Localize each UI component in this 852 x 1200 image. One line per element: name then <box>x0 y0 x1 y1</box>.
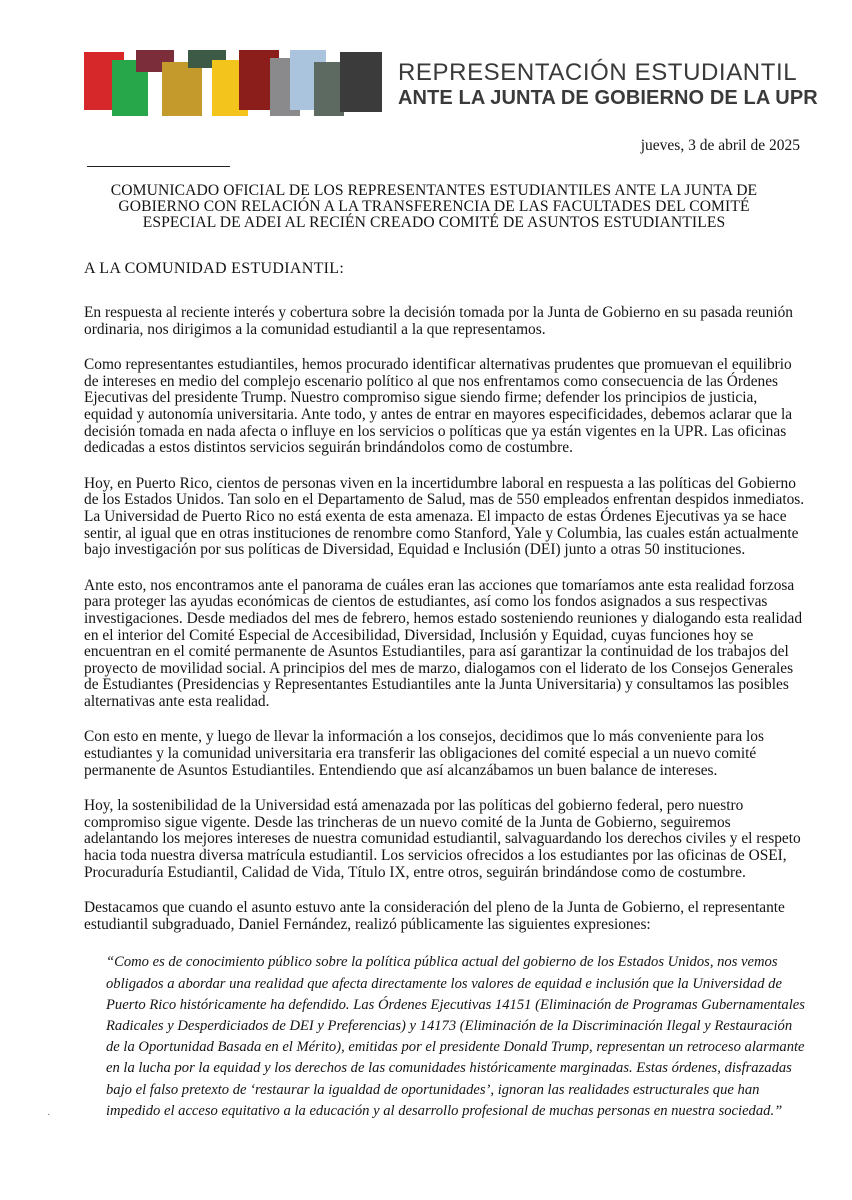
body-paragraph: Hoy, la sostenibilidad de la Universidad está amenazada por las políticas del gobierno federal, pero nuestro compromiso sigue vigente. Desde las trincheras de un nuevo comité de la Junta de Gobierno, seguiremos adelantando los mejores intereses de nuestra comunidad estudiantil, salvaguardando los derechos civiles y el respeto hacia toda nuestra diversa matrícula estudiantil. Los servicios ofrecidos a los estudiantes por las oficinas de OSEI, Procuraduría Estudiantil, Calidad de Vida, Título IX, entre otros, seguirán brindándose como de costumbre. <box>84 797 801 881</box>
margin-dot: · <box>47 1110 51 1121</box>
header-rule <box>87 166 230 167</box>
body-paragraph: Como representantes estudiantiles, hemos procurado identificar alternativas prudentes que promuevan el equilibrio de intereses en medio del complejo escenario político al que nos enfrentamos como consecuencia de las Órdenes Ejecutivas del presidente Trump. Nuestro compromiso sigue siendo firme; defender los principios de justicia, equidad y autonomía universitaria. Ante todo, y antes de entrar en mayores especificidades, debemos aclarar que la decisión tomada en nada afecta o influye en los servicios o políticas que ya están vigentes en la UPR. Las oficinas dedicadas a estos distintos servicios seguirán brindándolos como de costumbre. <box>84 356 793 457</box>
org-name-line2: ANTE LA JUNTA DE GOBIERNO DE LA UPR <box>398 87 818 109</box>
block-quote: “Como es de conocimiento público sobre la política pública actual del gobierno de los Estados Unidos, nos vemos obligados a abordar una realidad que afecta directamente los valores de equidad e inclusión que la Universidad de Puerto Rico históricamente ha defendido. Las Órdenes Ejecutivas 14151 (Eliminación de Programas Gubernamentales Radicales y Desperdiciados de DEI y Preferencias) y 14173 (Eliminación de la Discriminación Ilegal y Restauración de la Oportunidad Basada en el Mérito), emitidas por el presidente Donald Trump, representan un retroceso alarmante en la lucha por la equidad y los derechos de las comunidades históricamente marginadas. Estas órdenes, disfrazadas bajo el falso pretexto de ‘restaurar la igualdad de oportunidades’, ignoran las realidades estructurales que han impedido el acceso equitativo a la educación y al desarrollo profesional de muchas personas en nuestra sociedad.” <box>106 954 805 1119</box>
logo-bar <box>340 52 382 112</box>
body-paragraph: Hoy, en Puerto Rico, cientos de personas viven en la incertidumbre laboral en respuesta a las políticas del Gobierno de los Estados Unidos. Tan solo en el Departamento de Salud, mas de 550 empleados enfrentan despidos inmediatos. La Universidad de Puerto Rico no está exenta de esta amenaza. El impacto de estas Órdenes Ejecutivas ya se hace sentir, al igual que en otras instituciones de renombre como Stanford, Yale y Columbia, las cuales están actualmente bajo investigación por sus políticas de Diversidad, Equidad e Inclusión (DEI) junto a otras 50 instituciones. <box>84 474 805 559</box>
document-body <box>84 305 806 1122</box>
body-paragraph: En respuesta al reciente interés y cobertura sobre la decisión tomada por la Junta de Gobierno en su pasada reunión ordinaria, nos dirigimos a la comunidad estudiantil a la que representamos. <box>84 304 793 338</box>
logo-bar <box>162 62 202 116</box>
body-paragraph: Ante esto, nos encontramos ante el panorama de cuáles eran las acciones que tomaríamos ante esta realidad forzosa para proteger las ayudas económicas de cientos de estudiantes, así como los fondos asignados a sus respectivas investigaciones. Desde mediados del mes de febrero, hemos estado sosteniendo reuniones y dialogando esta realidad en el interior del Comité Especial de Accesibilidad, Diversidad, Inclusión y Equidad, cuyas funciones hoy se encuentran en el comité permanente de Asuntos Estudiantiles, para así garantizar la continuidad de los trabajos del proyecto de movilidad social. A principios del mes de marzo, dialogamos con el liderato de los Consejos Generales de Estudiantes (Presidencias y Representantes Estudiantiles ante la Junta Universitaria) y consultamos las posibles alternativas ante esta realidad. <box>84 576 803 710</box>
salutation: A LA COMUNIDAD ESTUDIANTIL: <box>84 260 345 277</box>
document-title: COMUNICADO OFICIAL DE LOS REPRESENTANTES ESTUDIANTILES ANTE LA JUNTA DE GOBIERNO CON RELACIÓN A LA TRANSFERENCIA DE LAS FACULTADES DEL COMITÉ ESPECIAL DE ADEI AL RECIÉN CREADO COMITÉ DE ASUNTOS ESTUDIANTILES <box>110 182 758 231</box>
org-name-line1: REPRESENTACIÓN ESTUDIANTIL <box>398 59 798 86</box>
org-logo <box>84 50 384 116</box>
body-paragraph: Destacamos que cuando el asunto estuvo ante la consideración del pleno de la Junta de Gobierno, el representante estudiantil subgraduado, Daniel Fernández, realizó públicamente las siguientes expresiones: <box>84 899 785 933</box>
document-date: jueves, 3 de abril de 2025 <box>640 137 800 154</box>
org-name <box>398 60 818 110</box>
body-paragraph: Con esto en mente, y luego de llevar la información a los consejos, decidimos que lo más conveniente para los estudiantes y la comunidad universitaria era transferir las obligaciones del comité especial a un nuevo comité permanente de Asuntos Estudiantiles. Entendiendo que así alcanzábamos un buen balance de intereses. <box>84 728 764 779</box>
